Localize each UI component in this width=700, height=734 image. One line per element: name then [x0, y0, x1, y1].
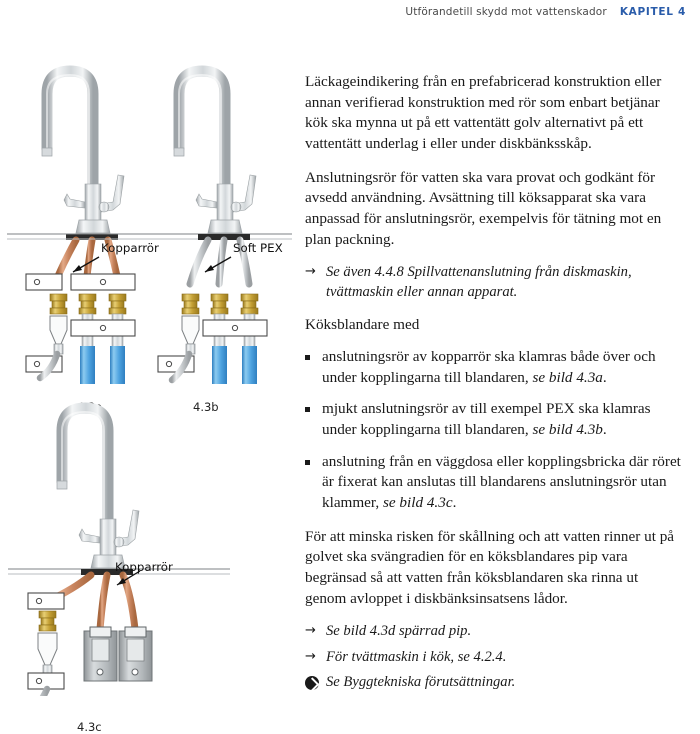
reference-text: Se Byggtekniska förutsättningar.	[326, 674, 516, 691]
bullet-square-icon	[305, 355, 310, 360]
reference-see-also-448	[305, 263, 683, 302]
paragraph-connection-pipes: Anslutningsrör för vatten ska vara provat och godkänt för avsedd användning. Avsättning till köksapparat ska vara anpassad för anslutningsrör, exempelvis för tätning mot en plan packning.	[305, 168, 662, 248]
brass-coupling-right	[241, 294, 258, 314]
lead-in-koksblandare: Köksblandare med	[305, 316, 420, 334]
brass-coupling-left	[182, 294, 199, 314]
reference-group-1	[305, 263, 683, 302]
list-item	[305, 399, 683, 440]
arrow-right-icon: →	[305, 623, 316, 639]
figure-c-drawing	[0, 389, 296, 696]
figure-caption-4-3a: 4.3a	[77, 400, 103, 414]
figure-caption-4-3c: 4.3c	[77, 720, 102, 734]
brass-coupling-mid	[211, 294, 228, 314]
reference-group-2	[305, 622, 683, 692]
callout-label-kopparror-a: Kopparrör	[101, 241, 159, 255]
arrow-right-icon: →	[305, 648, 316, 664]
wall-box-right	[119, 627, 152, 681]
reference-byggtekniska	[305, 673, 683, 692]
running-head-title: Utförandetill skydd mot vattenskador	[405, 6, 607, 18]
figure-4-3a-4-3b	[0, 44, 296, 384]
callout-label-soft-pex: Soft PEX	[233, 241, 283, 255]
callout-label-kopparror-c: Kopparrör	[115, 560, 173, 574]
running-head-chapter: KAPITEL 4	[619, 6, 686, 18]
wall-box-mid	[84, 627, 117, 681]
reference-text: Se bild 4.3d spärrad pip.	[326, 623, 472, 640]
reference-see-image-43d	[305, 622, 683, 641]
reference-text: För tvättmaskin i kök, se 4.2.4.	[326, 648, 507, 665]
bullet-square-icon	[305, 460, 310, 465]
paragraph-scalding-risk: För att minska risken för skållning och att vatten rinner ut på golvet ska svängradien för en köksblandares pip vara begränsad så att vatten från köksblandaren ska rinna ut genom avloppet i diskbänksinsatsens lådor.	[305, 527, 675, 607]
bullet-list-koksblandare	[305, 347, 683, 514]
figure-ab-drawing	[0, 44, 296, 384]
bullet-square-icon	[305, 407, 310, 412]
reference-text: Se även 4.4.8 Spillvattenanslutning från diskmaskin, tvättmaskin eller annan apparat.	[326, 264, 632, 300]
reference-washing-machine	[305, 648, 683, 667]
bullet-text-1: anslutningsrör av kopparrör ska klamras både över och under kopplingarna till blandaren, se bild 4.3a.	[322, 347, 656, 386]
figure-column	[0, 44, 296, 734]
figure-4-3c	[0, 389, 296, 696]
fig-a-group	[8, 71, 160, 384]
brass-coupling-mid	[79, 294, 96, 314]
circle-arrow-icon	[305, 676, 319, 690]
bullet-text-2: mjukt anslutningsrör av till exempel PEX ska klamras under kopplingarna till blandaren, se bild 4.3b.	[322, 400, 651, 438]
text-column	[305, 72, 683, 705]
figure-caption-4-3b: 4.3b	[193, 400, 219, 414]
brass-coupling-right	[109, 294, 126, 314]
bullet-text-3: anslutning från en väggdosa eller kopplingsbricka där röret är fixerat kan anslutas till blandarens anslutningsrör utan klammer, se bild 4.3c.	[322, 452, 681, 511]
brass-coupling-left	[50, 294, 67, 314]
list-item	[305, 452, 683, 514]
list-item	[305, 347, 683, 388]
paragraph-leakage-indication: Läckageindikering från en prefabricerad konstruktion eller annan verifierad konstruktion med rör som enbart betjänar kök ska mynna ut på ett vattentätt golv alternativt på ett vattentätt underlag i eller under diskbänksskåp.	[305, 73, 662, 153]
arrow-right-icon: →	[305, 264, 316, 280]
